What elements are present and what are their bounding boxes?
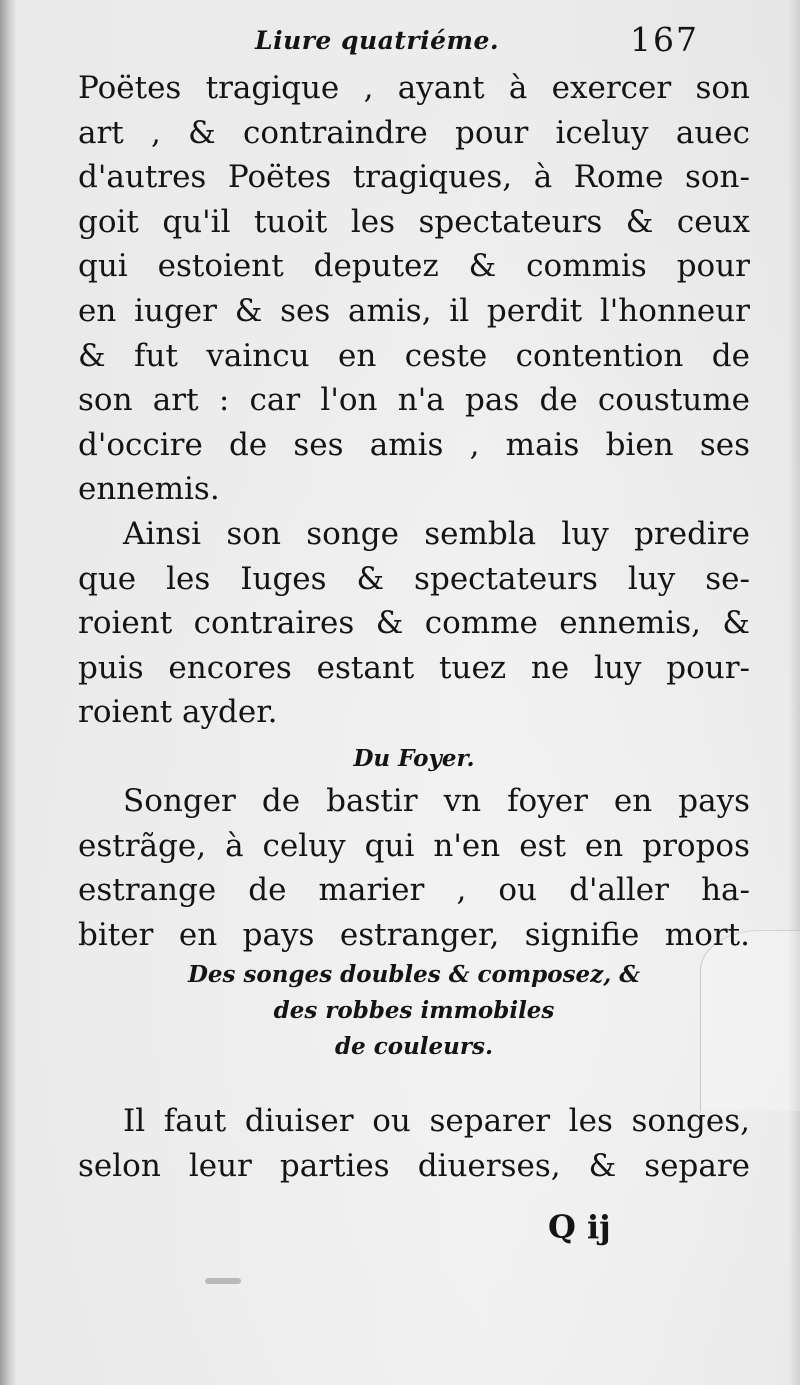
ink-smudge [205, 1278, 241, 1284]
text-line: biter en pays estranger, signifie mort. [78, 916, 750, 953]
text-line: roient contraires & comme ennemis, & [78, 605, 750, 642]
text-line: & fut vaincu en ceste contention de [78, 337, 750, 374]
binding-shadow [0, 0, 16, 1385]
text-line: estrãge, à celuy qui n'en est en propos [78, 827, 750, 864]
text-line: puis encores estant tuez ne luy pour- [78, 649, 750, 686]
text-line: roient ayder. [78, 694, 278, 731]
text-line: d'occire de ses amis , mais bien ses [78, 426, 750, 463]
page-edge [788, 0, 800, 1385]
text-line: son art : car l'on n'a pas de coustume [78, 382, 750, 419]
text-line: que les Iuges & spectateurs luy se- [78, 560, 750, 597]
text-line: Songer de bastir vn foyer en pays [123, 782, 750, 819]
text-line: estrange de marier , ou d'aller ha- [78, 872, 750, 909]
text-line: art , & contraindre pour iceluy auec [78, 114, 750, 151]
text-line: goit qu'il tuoit les spectateurs & ceux [78, 203, 750, 240]
body-text [78, 66, 750, 1188]
section-heading: des robbes immobiles [273, 997, 555, 1025]
text-line: d'autres Poëtes tragiques, à Rome son- [78, 159, 750, 196]
page-number: 167 [630, 20, 699, 59]
section-heading: Du Foyer. [353, 744, 475, 772]
page-header [255, 22, 755, 62]
text-line: en iuger & ses amis, il perdit l'honneur [78, 292, 750, 329]
text-line: Ainsi son songe sembla luy predire [123, 515, 750, 552]
signature-mark: Q ij [548, 1208, 611, 1246]
section-heading: Des songes doubles & composez, & [187, 961, 641, 989]
running-title: Liure quatriéme. [255, 26, 500, 55]
text-line: Poëtes tragique , ayant à exercer son [78, 70, 750, 106]
text-line: ennemis. [78, 471, 220, 508]
section-heading: de couleurs. [335, 1033, 493, 1061]
text-line: qui estoient deputez & commis pour [78, 248, 750, 285]
text-line: selon leur parties diuerses, & separe [78, 1147, 750, 1184]
spacer [78, 1065, 750, 1099]
text-line: Il faut diuiser ou separer les songes, [123, 1103, 750, 1140]
